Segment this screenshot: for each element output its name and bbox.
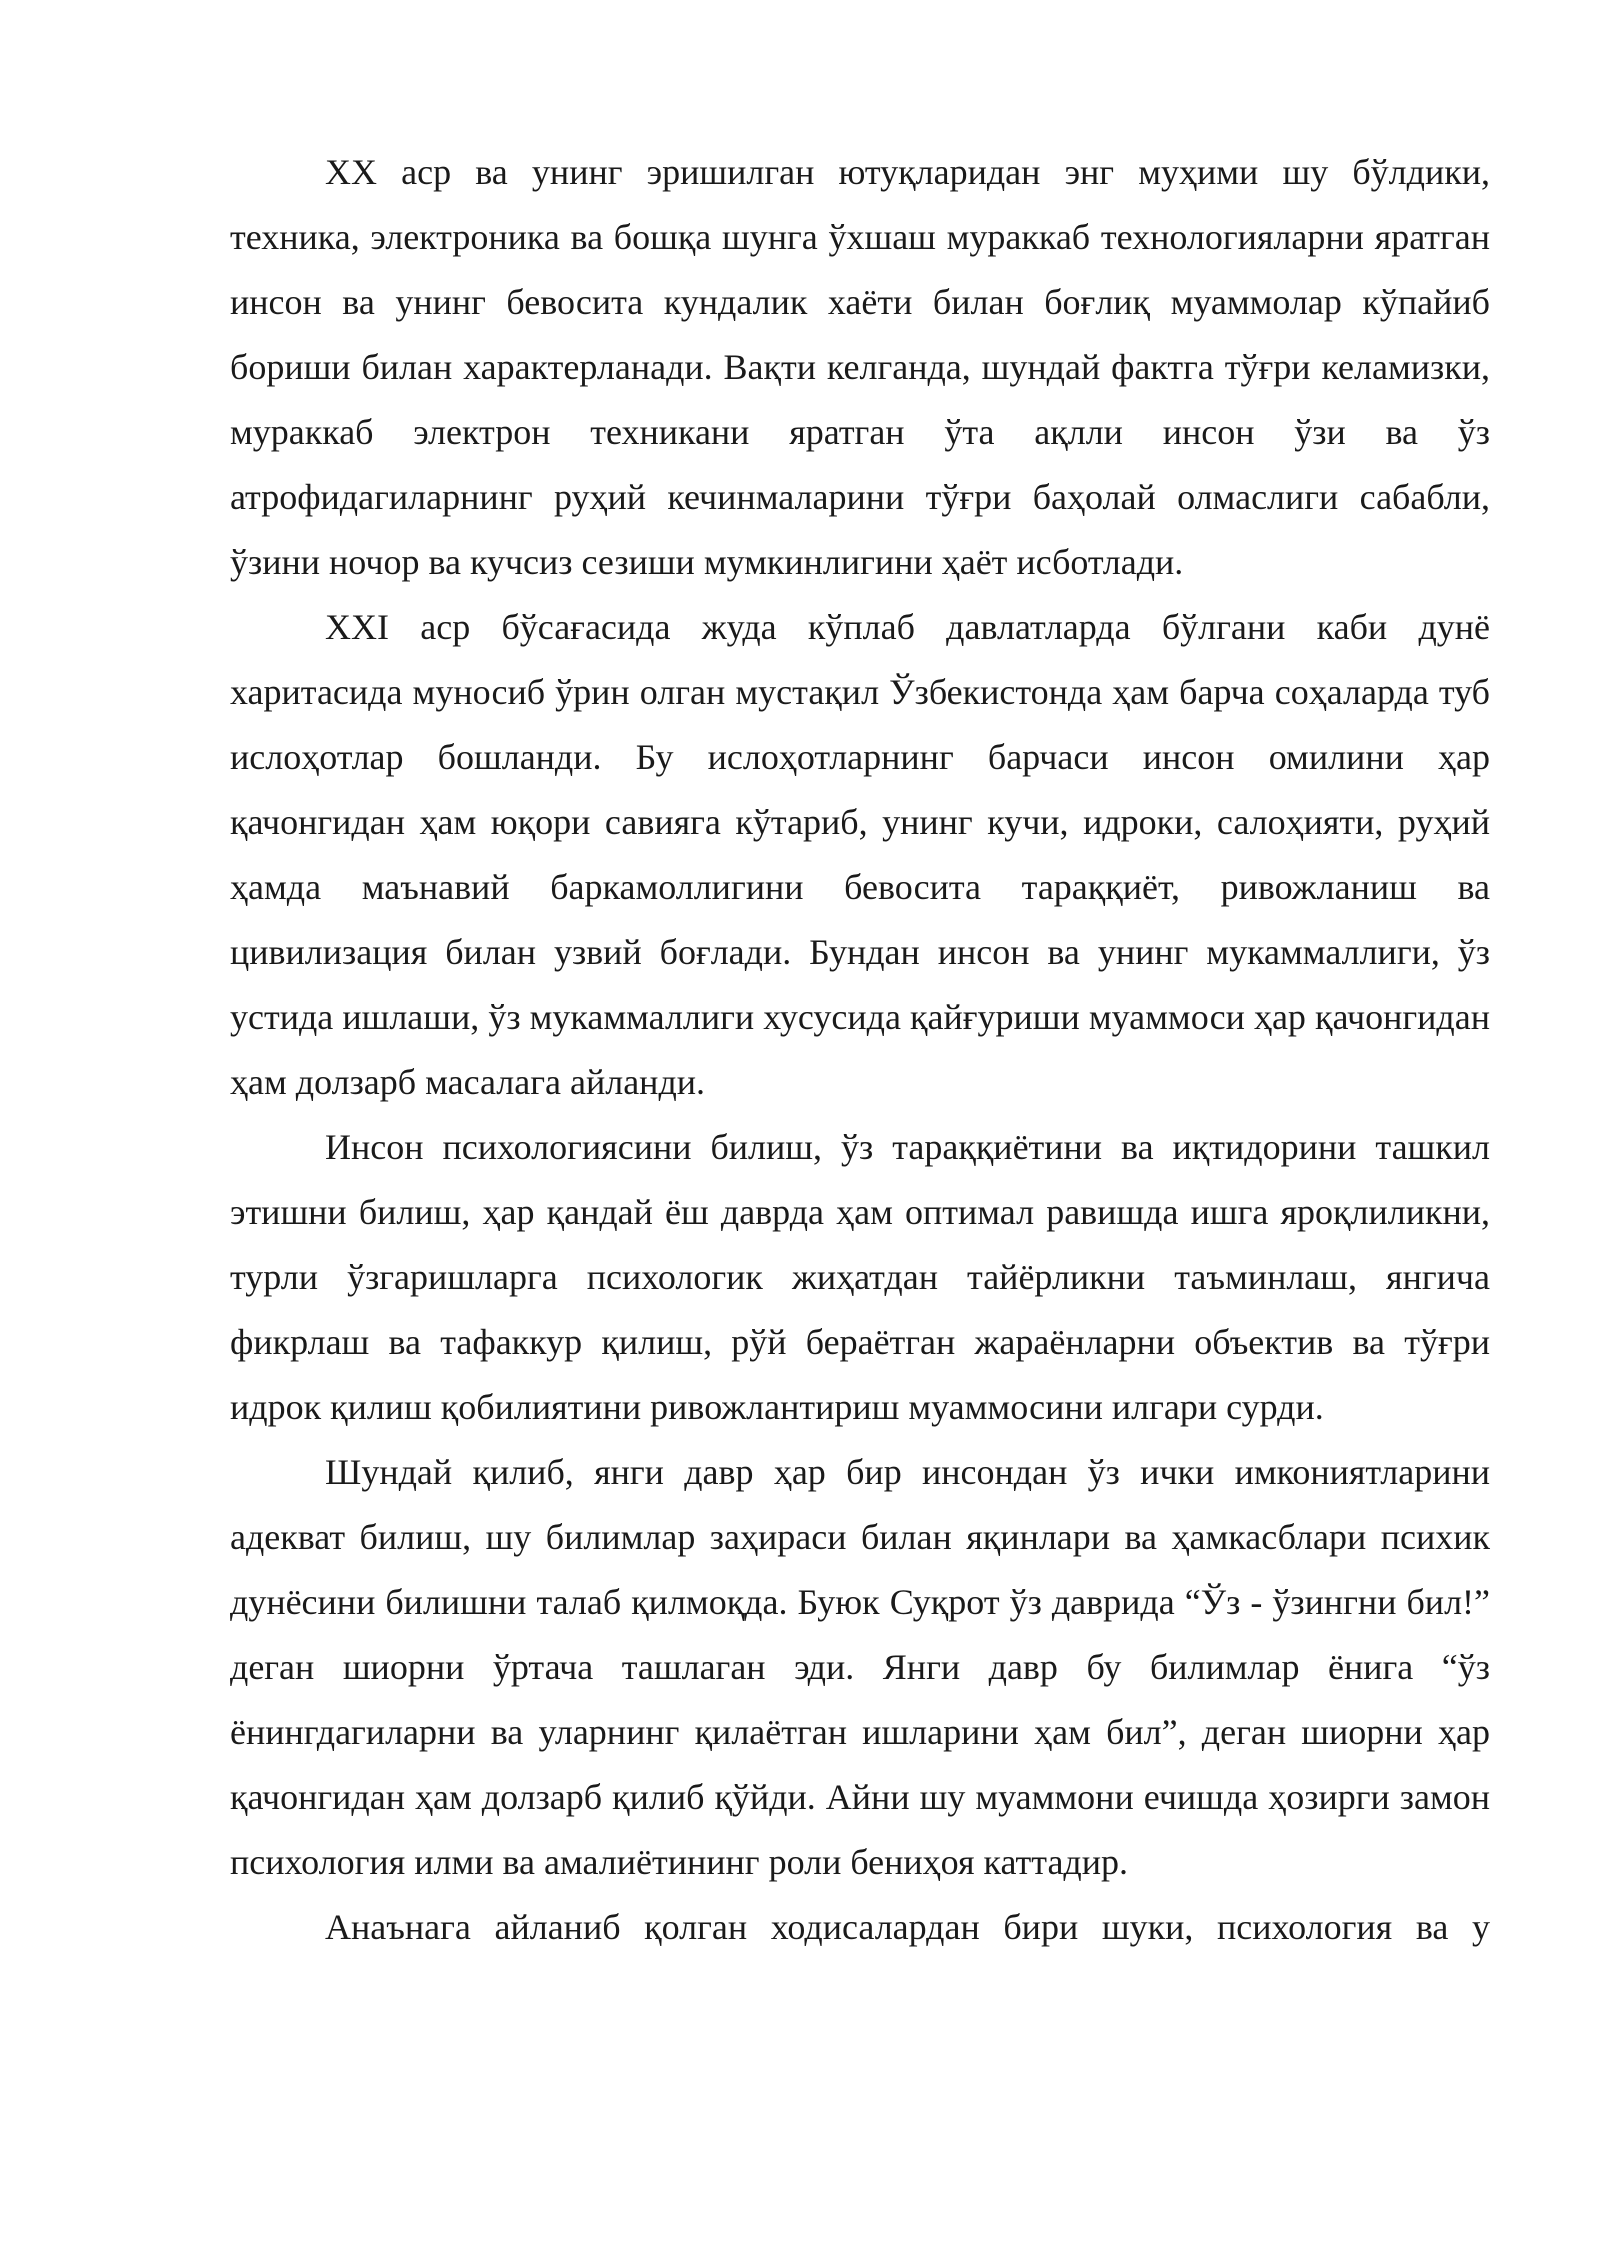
paragraph-2: XXI аср бўсағасида жуда кўплаб давлатларда бўлгани каби дунё харитасида муносиб ўрин олган мустақил Ўзбекистонда ҳам барча соҳаларда туб ислоҳотлар бошланди. Бу ислоҳотларнинг барчаси инсон омилини ҳар қачонгидан ҳам юқори савияга кўтариб, унинг кучи, идроки, салоҳияти, руҳий ҳамда маънавий баркамоллигини бевосита тараққиёт, ривожланиш ва цивилизация билан узвий боғлади. Бундан инсон ва унинг мукаммаллиги, ўз устида ишлаши, ўз мукаммаллиги хусусида қайғуриши муаммоси ҳар қачонгидан ҳам долзарб масалага айланди.: [230, 607, 1490, 1102]
paragraph-5: Анаънага айланиб қолган ходисалардан бири шуки, психология ва у: [325, 1907, 1490, 1947]
paragraph-3: Инсон психологиясини билиш, ўз тараққиётини ва иқтидорини ташкил этишни билиш, ҳар қандай ёш даврда ҳам оптимал равишда ишга яроқлиликни, турли ўзгаришларга психологик жиҳатдан тайёрликни таъминлаш, янгича фикрлаш ва тафаккур қилиш, рўй бераётган жараёнларни объектив ва тўғри идрок қилиш қобилиятини ривожлантириш муаммосини илгари сурди.: [230, 1127, 1490, 1427]
paragraph-1: XX аср ва унинг эришилган ютуқларидан энг муҳими шу бўлдики, техника, электроника ва бошқа шунга ўхшаш мураккаб технологияларни яратган инсон ва унинг бевосита кундалик хаёти билан боғлиқ муаммолар кўпайиб бориши билан характерланади. Вақти келганда, шундай фактга тўғри келамизки, мураккаб электрон техникани яратган ўта ақлли инсон ўзи ва ўз атрофидагиларнинг руҳий кечинмаларини тўғри баҳолай олмаслиги сабабли, ўзини ночор ва кучсиз сезиши мумкинлигини ҳаёт исботлади.: [230, 152, 1490, 582]
document-body: [230, 140, 1490, 1960]
paragraph-4: Шундай қилиб, янги давр ҳар бир инсондан ўз ички имкониятларини адекват билиш, шу билимлар заҳираси билан яқинлари ва ҳамкасблари психик дунёсини билишни талаб қилмоқда. Буюк Суқрот ўз даврида “Ўз - ўзингни бил!” деган шиорни ўртача ташлаган эди. Янги давр бу билимлар ёнига “ўз ёнингдагиларни ва уларнинг қилаётган ишларини ҳам бил”, деган шиорни ҳар қачонгидан ҳам долзарб қилиб қўйди. Айни шу муаммони ечишда ҳозирги замон психология илми ва амалиётининг роли бениҳоя каттадир.: [230, 1452, 1490, 1882]
